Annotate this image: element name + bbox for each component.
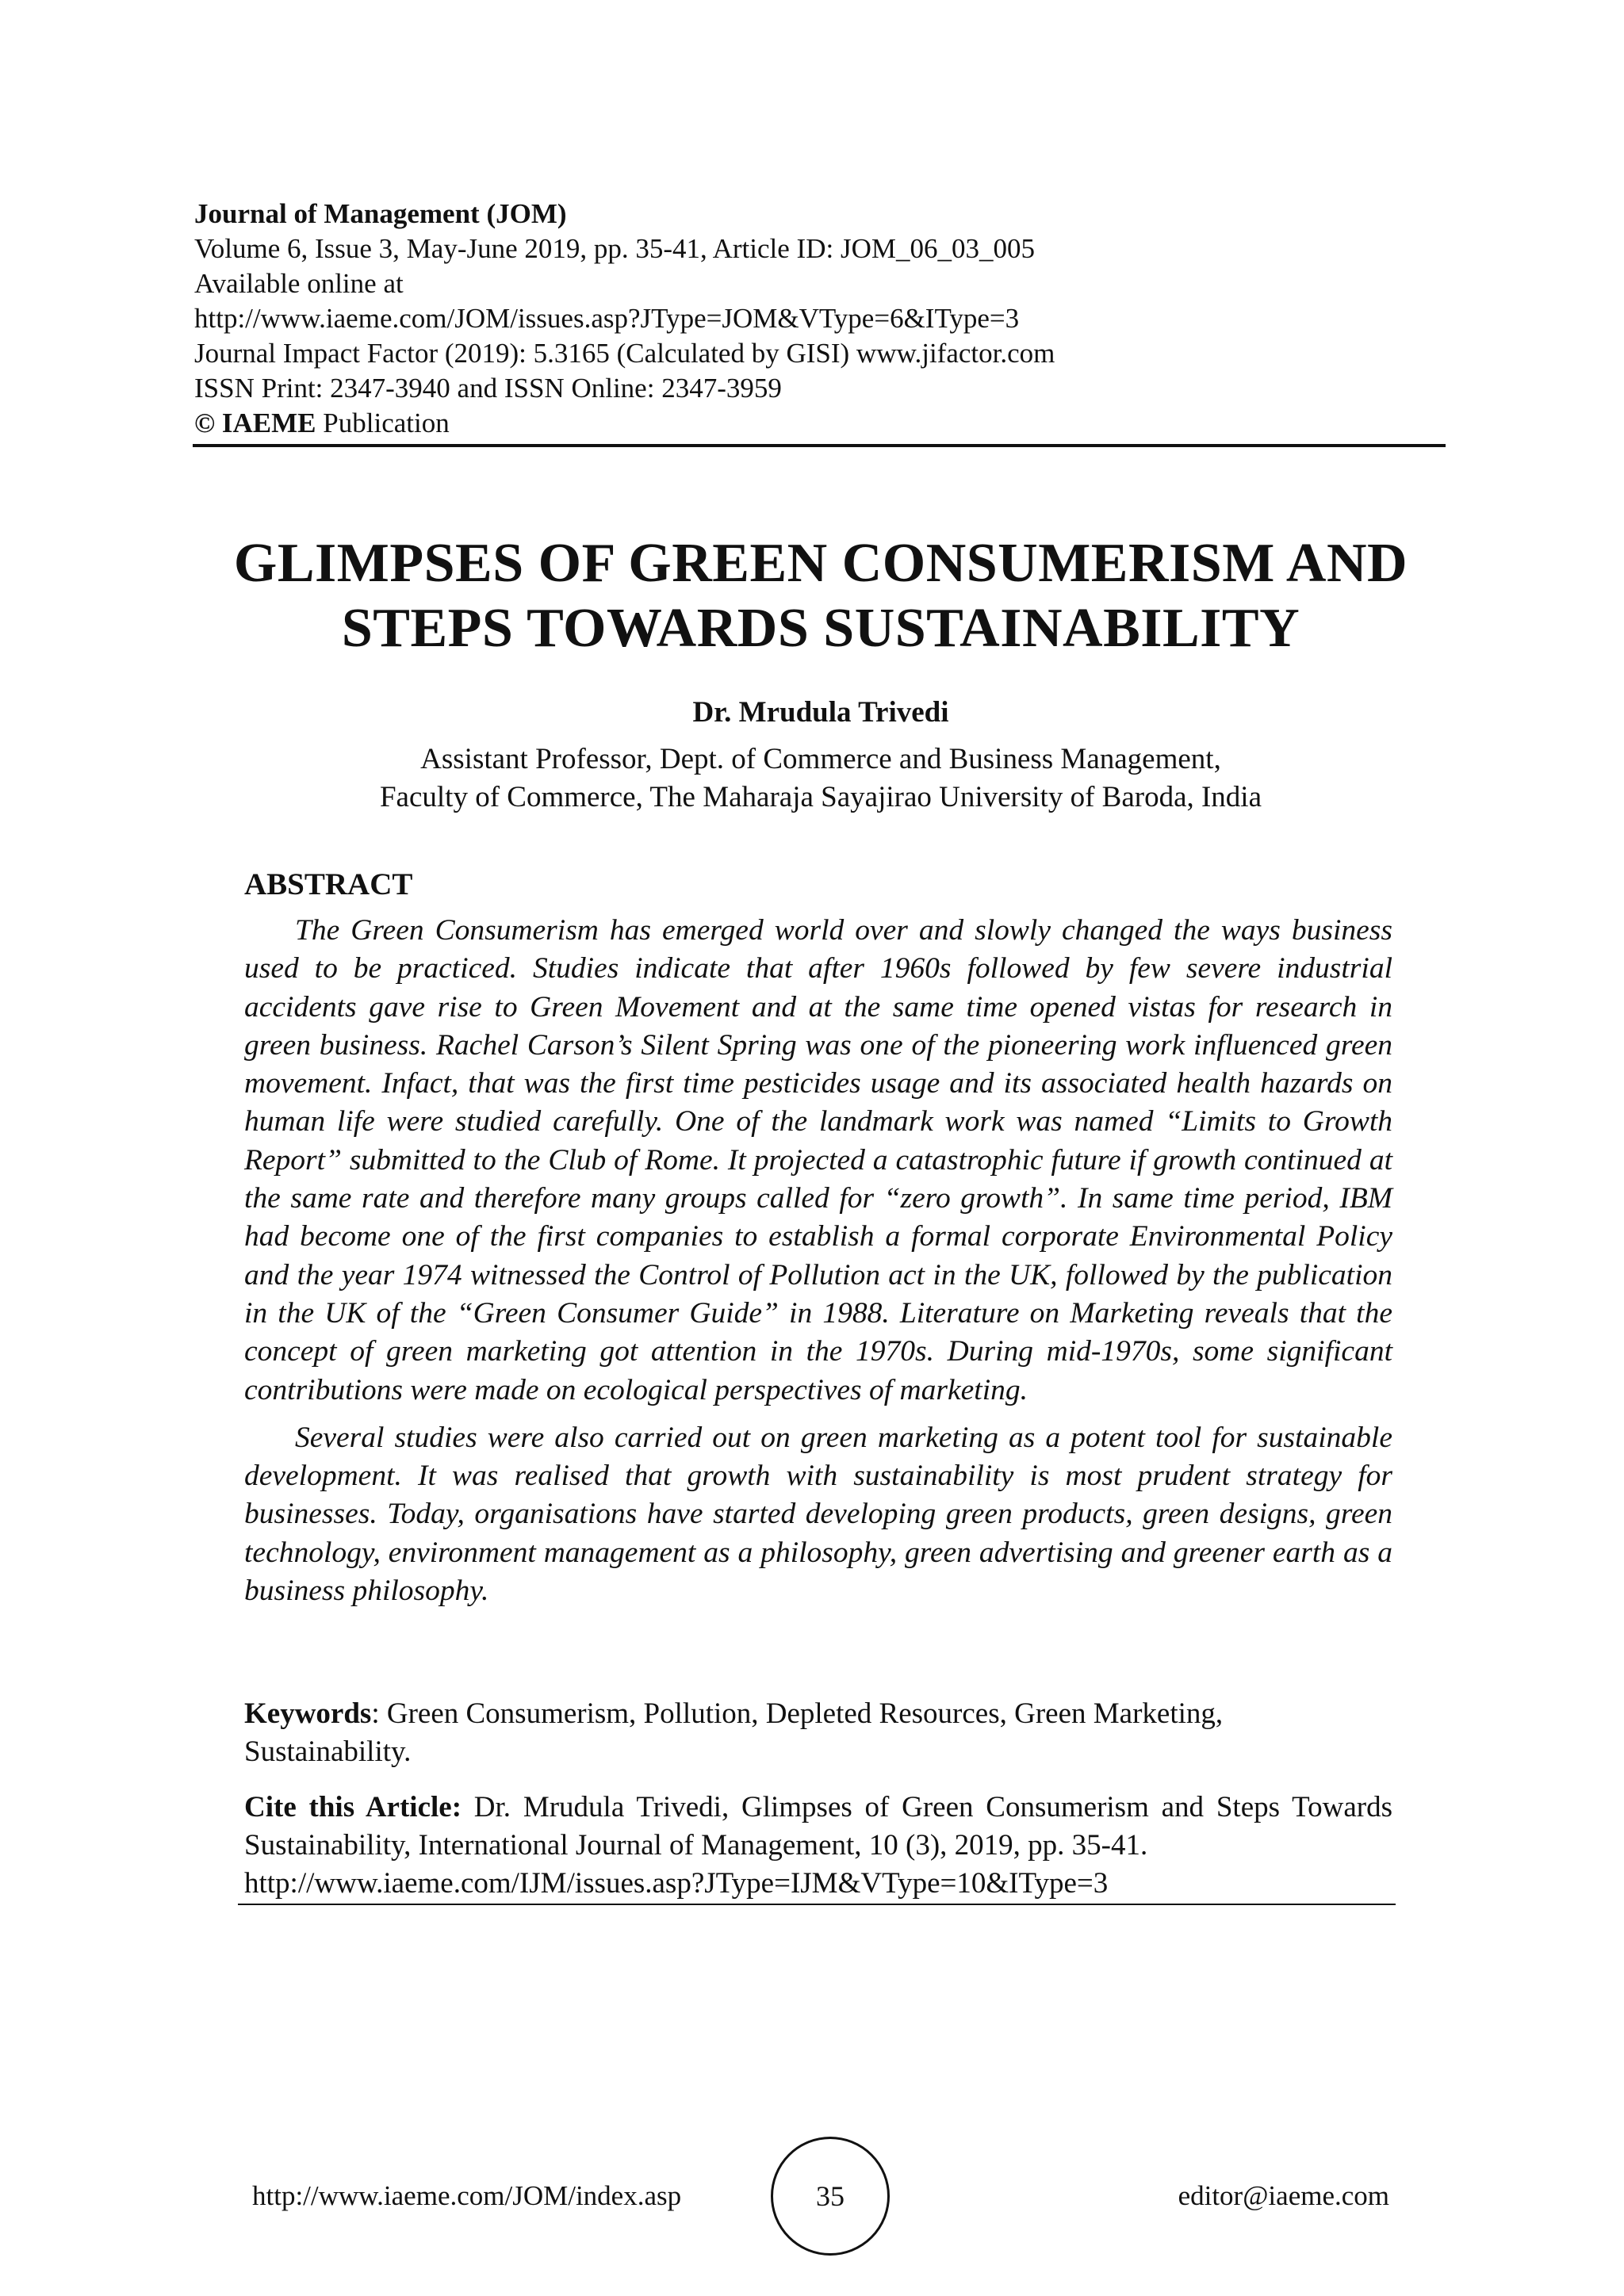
page-number-text: 35 [816, 2180, 845, 2212]
keywords-text: : Green Consumerism, Pollution, Depleted Resources, Green Marketing, Sustainability. [244, 1697, 1224, 1768]
page-number [771, 2137, 890, 2256]
issn-info: ISSN Print: 2347-3940 and ISSN Online: 2347-3959 [194, 373, 782, 404]
keywords-label: Keywords [244, 1697, 372, 1730]
affiliation-line-2: Faculty of Commerce, The Maharaja Sayajirao University of Baroda, India [379, 781, 1262, 813]
abstract-body [244, 912, 1392, 1620]
affiliation-line-1: Assistant Professor, Dept. of Commerce and Business Management, [420, 743, 1221, 775]
title-line-2: STEPS TOWARDS SUSTAINABILITY [341, 598, 1300, 659]
cite-this-article [244, 1789, 1392, 1903]
journal-header [194, 197, 1447, 441]
title-line-1: GLIMPSES OF GREEN CONSUMERISM AND [233, 533, 1408, 594]
copyright-suffix: Publication [316, 408, 450, 438]
footer-email-link[interactable]: editor@iaeme.com [1178, 2180, 1389, 2211]
keywords [244, 1695, 1392, 1771]
impact-factor: Journal Impact Factor (2019): 5.3165 (Calculated by GISI) www.jifactor.com [194, 338, 1055, 369]
abstract-heading: ABSTRACT [244, 867, 413, 901]
issue-url-link[interactable]: http://www.iaeme.com/JOM/issues.asp?JType=JOM&VType=6&IType=3 [194, 303, 1020, 334]
header-divider [193, 444, 1446, 447]
copyright-publisher: © IAEME [194, 408, 316, 438]
abstract-paragraph-1: The Green Consumerism has emerged world over and slowly changed the ways business used to be practiced. Studies indicate that after 1960s followed by few severe industrial accidents gave rise to Green Movement and at the same time opened vistas for research in green business. Rachel Carson’s Silent Spring was one of the pioneering work influenced green movement. Infact, that was the first time pesticides usage and its associated health hazards on human life were studied carefully. One of the landmark work was named “Limits to Growth Report” submitted to the Club of Rome. It projected a catastrophic future if growth continued at the same rate and therefore many groups called for “zero growth”. In same time period, IBM had become one of the first companies to establish a formal corporate Environmental Policy and the year 1974 witnessed the Control of Pollution act in the UK, followed by the publication in the UK of the “Green Consumer Guide” in 1988. Literature on Marketing reveals that the concept of green marketing got attention in the 1970s. During mid-1970s, some significant contributions were made on ecological perspectives of marketing. [244, 914, 1392, 1406]
cite-divider [238, 1904, 1396, 1905]
cite-label: Cite this Article: [244, 1791, 462, 1823]
volume-info: Volume 6, Issue 3, May-June 2019, pp. 35-41, Article ID: JOM_06_03_005 [194, 233, 1035, 264]
available-online-label: Available online at [194, 268, 404, 299]
cite-text: Dr. Mrudula Trivedi, Glimpses of Green Consumerism and Steps Towards Sustainability, International Journal of Management, 10 (3), 2019, pp. 35-41. [244, 1791, 1392, 1862]
author-name: Dr. Mrudula Trivedi [692, 696, 949, 729]
abstract-paragraph-2: Several studies were also carried out on green marketing as a potent tool for sustainable development. It was realised that growth with sustainability is most prudent strategy for businesses. Today, organisations have started developing green products, green designs, green technology, environment management as a philosophy, green advertising and greener earth as a business philosophy. [244, 1421, 1392, 1608]
journal-name: Journal of Management (JOM) [194, 198, 567, 229]
copyright-line [194, 406, 1447, 441]
footer-url-link[interactable]: http://www.iaeme.com/JOM/index.asp [252, 2180, 682, 2211]
author-affiliation [194, 740, 1447, 817]
paper-title [194, 531, 1447, 661]
cite-url-link[interactable]: http://www.iaeme.com/IJM/issues.asp?JType=IJM&VType=10&IType=3 [244, 1867, 1109, 1900]
